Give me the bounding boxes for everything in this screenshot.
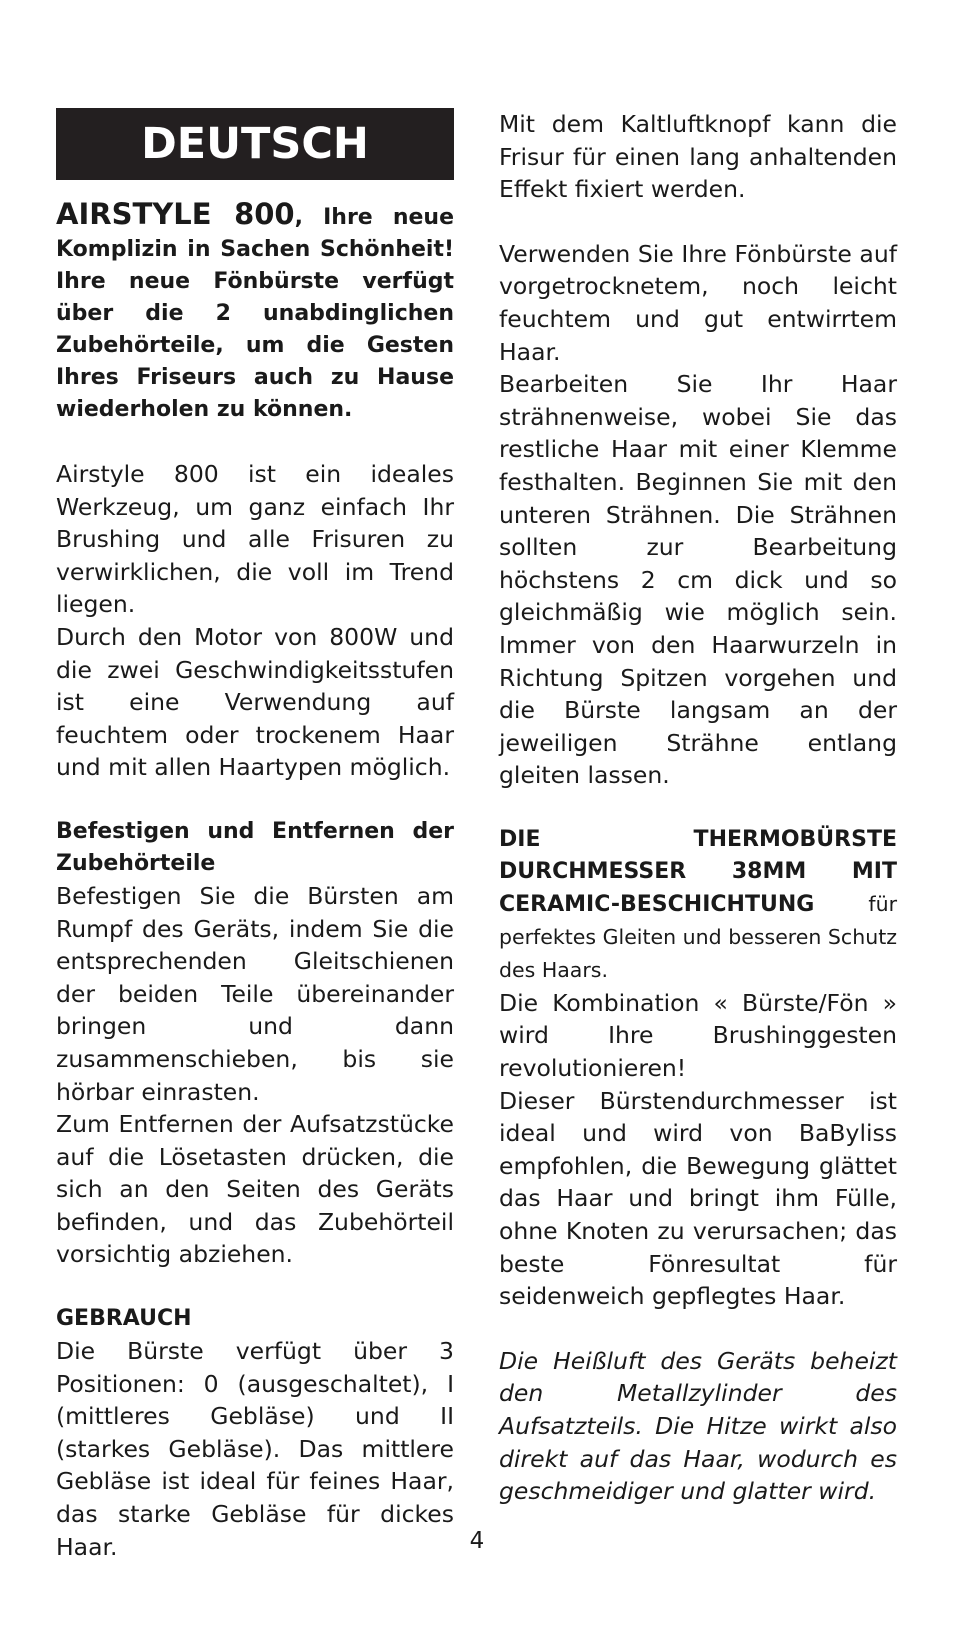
section-heading-bold: DIE THERMOBÜRSTE DURCHMESSER 38MM MIT CERAMIC-BESCHICHTUNG: [499, 826, 897, 917]
paragraph: Zum Entfernen der Aufsatzstücke auf die Lösetasten drücken, die sich an den Seiten des Geräts befinden, und das Zubehörteil vorsichtig abziehen.: [56, 1110, 454, 1269]
paragraph: Dieser Bürstendurchmesser ist ideal und wird von BaByliss empfohlen, die Bewegung glättet das Haar und bringt ihm Fülle, ohne Knoten zu verursachen; das beste Fönresultat für seidenweich gepflegtes Haar.: [499, 1086, 897, 1311]
section-heading: [499, 824, 897, 987]
paragraph: Bearbeiten Sie Ihr Haar strähnenweise, wobei Sie das restliche Haar mit einer Klemme festhalten. Beginnen Sie mit den unteren Strähnen. Die Strähnen sollten zur Bearbeitung höchstens 2 cm dick und so gleichmäßig wie möglich sein. Immer von den Haarwurzeln in Richtung Spitzen vorgehen und die Bürste langsam an der jeweiligen Strähne entlang gleiten lassen.: [499, 370, 897, 790]
paragraph: Airstyle 800 ist ein ideales Werkzeug, um ganz einfach Ihr Brushing und alle Frisuren zu verwirklichen, die voll im Trend liegen.: [56, 460, 454, 619]
paragraph: Befestigen Sie die Bürsten am Rumpf des Geräts, indem Sie die entsprechenden Gleitschienen der beiden Teile übereinander bringen und dann zusammenschieben, bis sie hörbar einrasten.: [56, 881, 454, 1106]
section-heading: Befestigen und Entfernen der Zubehörteile: [56, 818, 454, 876]
paragraph: Die Bürste verfügt über 3 Positionen: 0 (ausgeschaltet), I (mittleres Gebläse) und II (starkes Gebläse). Das mittlere Gebläse ist ideal für feines Haar, das starke Gebläse für dickes Haar.: [56, 1337, 454, 1561]
right-column: [499, 108, 897, 1508]
page-number: 4: [469, 1528, 485, 1554]
language-banner: [56, 108, 454, 180]
banner-title: DEUTSCH: [141, 119, 369, 169]
section-heading: GEBRAUCH: [56, 1306, 192, 1332]
intro-text: , Ihre neue Komplizin in Sachen Schönheit! Ihre neue Fönbürste verfügt über die 2 unabdinglichen Zubehörteile, um die Gesten Ihres Friseurs auch zu Hause wiederholen zu können.: [56, 205, 455, 422]
italic-note: Die Heißluft des Geräts beheizt den Metallzylinder des Aufsatzteils. Die Hitze wirkt also direkt auf das Haar, wodurch es geschmeidiger und glatter wird.: [499, 1346, 897, 1506]
paragraph: Mit dem Kaltluftknopf kann die Frisur für einen lang anhaltenden Effekt fixiert werden.: [499, 110, 897, 204]
paragraph: Durch den Motor von 800W und die zwei Geschwindigkeitsstufen ist eine Verwendung auf feuchtem oder trockenem Haar und mit allen Haartypen möglich.: [56, 622, 454, 782]
intro-paragraph: [56, 198, 454, 426]
product-name: AIRSTYLE 800: [56, 197, 295, 231]
left-column: [56, 108, 454, 1563]
paragraph: Die Kombination « Bürste/Fön » wird Ihre Brushinggesten revolutionieren!: [499, 988, 897, 1083]
paragraph: Verwenden Sie Ihre Fönbürste auf vorgetrocknetem, noch leicht feuchtem und gut entwirrtem Haar.: [499, 239, 897, 366]
section-heading-tail: für perfektes Gleiten und besseren Schutz des Haars.: [499, 891, 897, 982]
